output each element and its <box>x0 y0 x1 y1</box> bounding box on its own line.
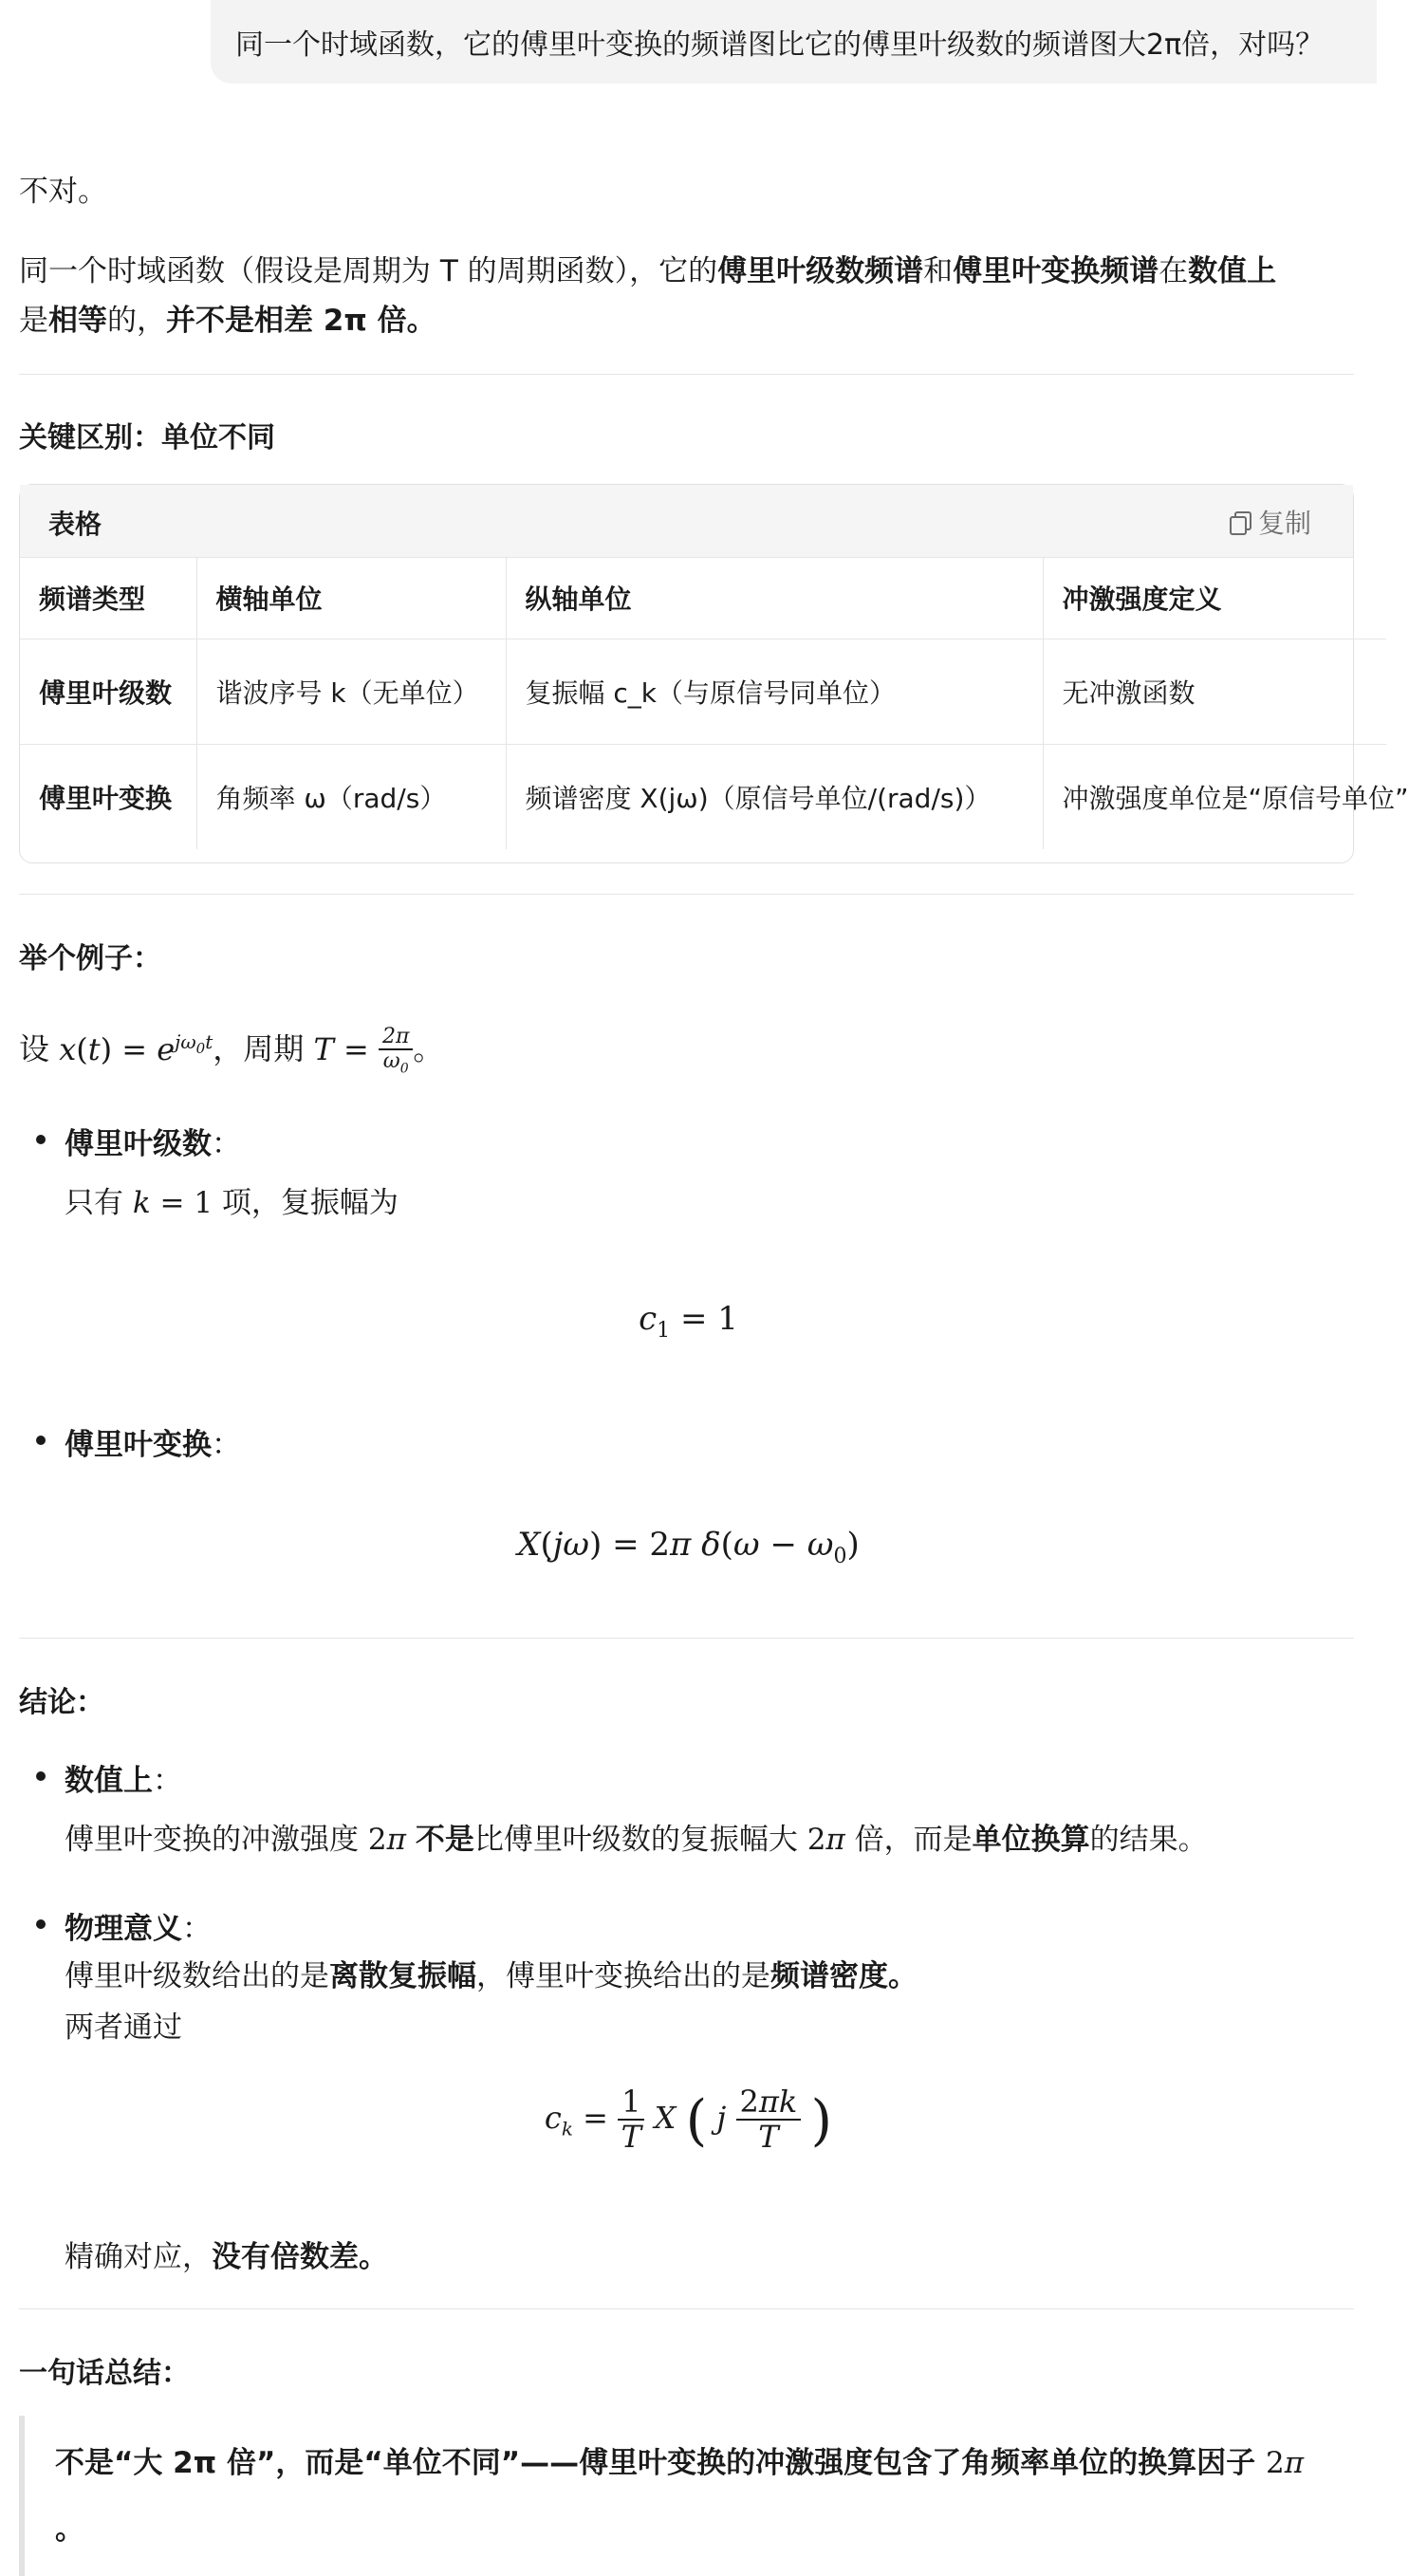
copy-button[interactable] <box>1230 503 1311 541</box>
summary-line1: 不是“大 2π 倍”，而是“单位不同”——傅里叶变换的冲激强度包含了角频率单位的换算因子 2π <box>55 2446 1305 2480</box>
divider <box>19 2308 1354 2309</box>
list-item-fs: 傅里叶级数： <box>65 1127 241 1161</box>
table-cell: 角频率 ω（rad/s） <box>196 744 506 849</box>
divider <box>19 1638 1354 1639</box>
table-header-cell: 冲激强度定义 <box>1043 558 1386 639</box>
table-header-cell: 频谱类型 <box>39 584 146 616</box>
table-header-cell: 横轴单位 <box>196 558 506 639</box>
exact-correspondence: 精确对应，没有倍数差。 <box>65 2240 388 2274</box>
table-cell: 冲激强度单位是“原信号单位” <box>1043 744 1386 849</box>
list-item-numeric-text: 傅里叶变换的冲激强度 2π 不是比傅里叶级数的复振幅大 2π 倍，而是单位换算的结果。 <box>65 1823 1208 1857</box>
bullet-dot <box>36 1771 46 1781</box>
table-header-row <box>20 558 1386 639</box>
equation-c1: $c_1 = 1$ <box>639 1300 738 1343</box>
comparison-table <box>20 558 1409 849</box>
divider <box>19 894 1354 895</box>
user-message-text: 同一个时域函数，它的傅里叶变换的频谱图比它的傅里叶级数的频谱图大2π倍，对吗？ <box>235 28 1325 62</box>
math-period: T = $\frac{2\pi}{\omega_0}$ <box>313 1031 413 1067</box>
list-item-physical-text: 傅里叶级数给出的是离散复振幅，傅里叶变换给出的是频谱密度。 <box>65 1959 918 1993</box>
list-item-physical: 物理意义： <box>65 1912 212 1946</box>
copy-icon <box>1230 511 1249 532</box>
summary-blockquote <box>19 2416 1354 2576</box>
section-heading-key-diff: 关键区别：单位不同 <box>19 421 275 454</box>
table-cell: 傅里叶变换 <box>20 744 196 849</box>
table-toolbar <box>20 485 1353 558</box>
table-cell: 无冲激函数 <box>1043 639 1386 744</box>
section-heading-summary: 一句话总结： <box>19 2357 190 2390</box>
list-item-physical-text2: 两者通过 <box>65 2011 182 2045</box>
list-item-numeric: 数值上： <box>65 1764 182 1798</box>
section-heading-example: 举个例子： <box>19 942 161 975</box>
table-cell: 谐波序号 k（无单位） <box>196 639 506 744</box>
table-row <box>20 639 1386 744</box>
answer-short: 不对。 <box>19 175 107 209</box>
answer-intro-line1: 同一个时域函数（假设是周期为 T 的周期函数），它的傅里叶级数频谱和傅里叶变换频谱在数值上 <box>19 254 1277 288</box>
table-cell: 复振幅 c_k（与原信号同单位） <box>506 639 1043 744</box>
table-cell: 频谱密度 X(jω)（原信号单位/(rad/s)） <box>506 744 1043 849</box>
copy-label: 复制 <box>1257 508 1311 539</box>
table-title: 表格 <box>48 509 102 540</box>
bullet-dot <box>36 1436 46 1445</box>
list-item-fs-text: 只有 k = 1 项，复振幅为 <box>65 1186 399 1220</box>
comparison-table-card <box>19 484 1409 863</box>
table-row <box>20 744 1386 849</box>
summary-line2: 。 <box>55 2512 84 2547</box>
bullet-dot <box>36 1919 46 1929</box>
table-cell: 傅里叶级数 <box>20 639 196 744</box>
divider <box>19 374 1354 375</box>
list-item-ft: 傅里叶变换： <box>65 1428 241 1462</box>
equation-ft: X(jω) = 2π $\delta(\omega - \omega_0)$ <box>517 1526 860 1568</box>
answer-intro-line2: 是相等的，并不是相差 2π 倍。 <box>19 304 436 338</box>
equation-ck: $c_k$ = $\frac{1}{T}$ X ( j $\frac{2\pi k}{T}$ ) <box>544 2084 833 2156</box>
table-header-cell: 纵轴单位 <box>506 558 1043 639</box>
bullet-dot <box>36 1135 46 1144</box>
user-message-bubble <box>211 0 1377 83</box>
math-xt: $x(t) = e^{j\omega_0t}$ <box>59 1030 213 1067</box>
example-setup: 设 $x(t) = e^{j\omega_0t}$，周期 T = $\frac{2\pi}{\omega_0}$ 。 <box>19 1025 444 1077</box>
section-heading-conclusion: 结论： <box>19 1686 104 1719</box>
